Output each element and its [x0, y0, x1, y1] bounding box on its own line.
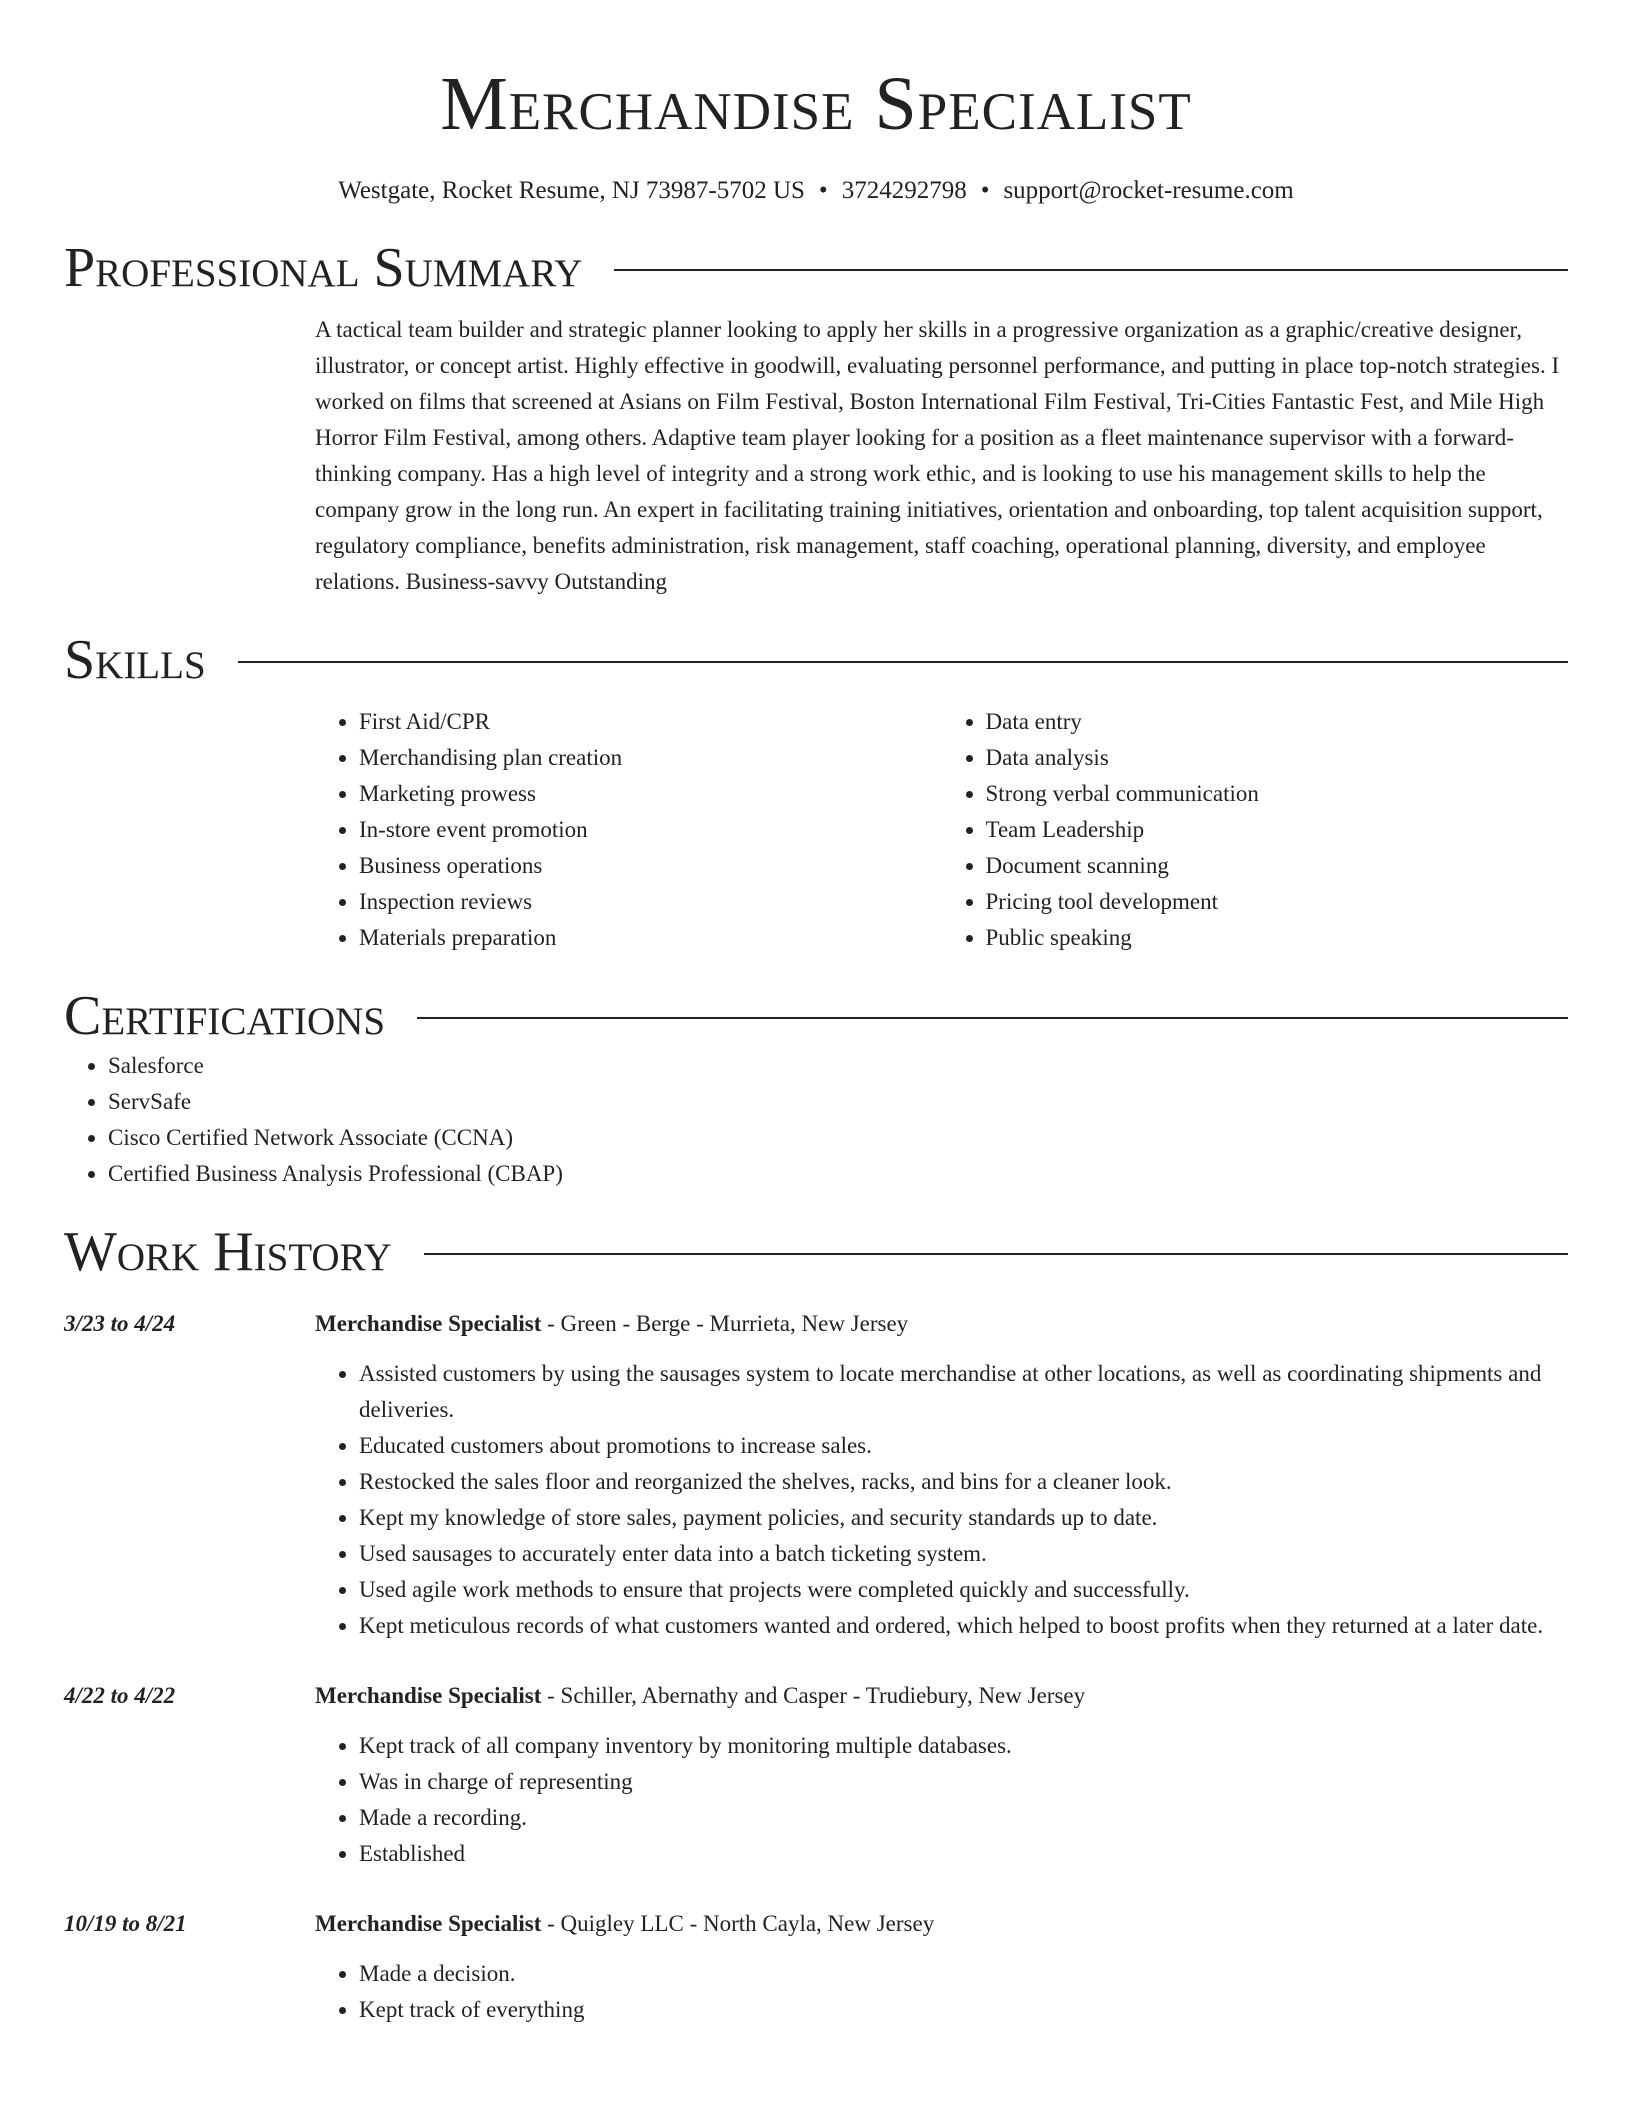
section-divider — [614, 269, 1568, 271]
job-company: - Quigley LLC - North Cayla, New Jersey — [541, 1911, 935, 1936]
skill-item: • Materials preparation — [359, 920, 942, 956]
skill-item: • Data analysis — [986, 740, 1569, 776]
job-bullet: • Restocked the sales floor and reorganized the shelves, racks, and bins for a cleaner look. — [359, 1464, 1568, 1500]
summary-text: A tactical team builder and strategic planner looking to apply her skills in a progressive organization as a graphic/creative designer, illustrator, or concept artist. Highly effective in goodwill, evaluating personnel performance, and putting in place top-notch strategies. I worked on films that screened at Asians on Film Festival, Boston International Film Festival, Tri-Cities Fantastic Fest, and Mile High Horror Film Festival, among others. Adaptive team player looking for a position as a fleet maintenance supervisor with a forward-thinking company. Has a high level of integrity and a strong work ethic, and is looking to use his management skills to help the company grow in the long run. An expert in facilitating training initiatives, orientation and onboarding, top talent acquisition support, regulatory compliance, benefits administration, risk management, staff coaching, operational planning, diversity, and employee relations. Business-savvy Outstanding — [315, 317, 1560, 594]
job-body — [315, 1906, 1568, 2028]
skill-item: • In-store event promotion — [359, 812, 942, 848]
work-history-heading: Work History — [64, 1221, 392, 1283]
certifications-list — [64, 1048, 1568, 1192]
certification-item: • Certified Business Analysis Professional (CBAP) — [108, 1156, 1568, 1192]
phone: 3724292798 — [841, 177, 967, 204]
summary-heading: Professional Summary — [64, 237, 583, 299]
contact-line — [64, 174, 1568, 208]
skill-item: • Public speaking — [986, 920, 1569, 956]
skill-item: • Team Leadership — [986, 812, 1569, 848]
job-title: Merchandise Specialist — [315, 1683, 542, 1708]
skill-item: • Business operations — [359, 848, 942, 884]
work-history-section-header — [64, 1220, 1568, 1284]
job-body — [315, 1306, 1568, 1644]
skill-item: • First Aid/CPR — [359, 704, 942, 740]
job-bullet: • Assisted customers by using the sausages system to locate merchandise at other locations, as well as coordinating shipments and deliveries. — [359, 1356, 1568, 1428]
job-bullets — [315, 1728, 1568, 1872]
email: support@rocket-resume.com — [1003, 177, 1294, 204]
job-bullet: • Used sausages to accurately enter data into a batch ticketing system. — [359, 1536, 1568, 1572]
job-bullet: • Kept meticulous records of what customers wanted and ordered, which helped to boost profits when they returned at a later date. — [359, 1608, 1568, 1644]
skill-item: • Data entry — [986, 704, 1569, 740]
section-divider — [417, 1017, 1568, 1019]
skills-heading: Skills — [64, 629, 206, 691]
certification-item: • Salesforce — [108, 1048, 1568, 1084]
skills-list-right — [942, 704, 1569, 956]
skill-item: • Inspection reviews — [359, 884, 942, 920]
job-title: Merchandise Specialist — [315, 1911, 542, 1936]
job-heading — [315, 1306, 1568, 1342]
skills-list-left — [315, 704, 942, 956]
job-bullet: • Kept my knowledge of store sales, payment policies, and security standards up to date. — [359, 1500, 1568, 1536]
job-company: - Schiller, Abernathy and Casper - Trudiebury, New Jersey — [541, 1683, 1086, 1708]
job-heading — [315, 1906, 1568, 1942]
job-dates: 4/22 to 4/22 — [64, 1683, 176, 1708]
job-bullets — [315, 1956, 1568, 2028]
skill-item: • Strong verbal communication — [986, 776, 1569, 812]
candidate-name: Merchandise Specialist — [440, 62, 1192, 146]
job-list — [64, 1306, 1568, 2028]
skill-item: • Marketing prowess — [359, 776, 942, 812]
job-entry — [64, 1306, 1568, 1644]
section-divider — [238, 661, 1568, 663]
job-title: Merchandise Specialist — [315, 1311, 542, 1336]
skill-item: • Pricing tool development — [986, 884, 1569, 920]
job-entry — [64, 1678, 1568, 1872]
section-divider — [424, 1253, 1568, 1255]
job-company: - Green - Berge - Murrieta, New Jersey — [541, 1311, 909, 1336]
skills-columns — [315, 704, 1568, 956]
certification-item: • ServSafe — [108, 1084, 1568, 1120]
job-bullet: • Educated customers about promotions to increase sales. — [359, 1428, 1568, 1464]
certifications-section-header — [64, 984, 1568, 1048]
job-heading — [315, 1678, 1568, 1714]
certification-item: • Cisco Certified Network Associate (CCNA) — [108, 1120, 1568, 1156]
contact-separator: • — [818, 177, 828, 204]
job-bullet: • Established — [359, 1836, 1568, 1872]
skill-item: • Document scanning — [986, 848, 1569, 884]
summary-section-header — [64, 236, 1568, 300]
job-bullet: • Kept track of all company inventory by monitoring multiple databases. — [359, 1728, 1568, 1764]
job-bullet: • Made a recording. — [359, 1800, 1568, 1836]
job-bullet: • Kept track of everything — [359, 1992, 1568, 2028]
skill-item: • Merchandising plan creation — [359, 740, 942, 776]
job-bullet: • Made a decision. — [359, 1956, 1568, 1992]
certifications-heading: Certifications — [64, 985, 386, 1047]
skills-section-header — [64, 628, 1568, 692]
address: Westgate, Rocket Resume, NJ 73987-5702 US — [338, 177, 805, 204]
job-dates: 10/19 to 8/21 — [64, 1911, 187, 1936]
contact-separator: • — [980, 177, 990, 204]
job-bullets — [315, 1356, 1568, 1644]
job-bullet: • Was in charge of representing — [359, 1764, 1568, 1800]
job-body — [315, 1678, 1568, 1872]
job-entry — [64, 1906, 1568, 2028]
job-dates: 3/23 to 4/24 — [64, 1311, 176, 1336]
job-bullet: • Used agile work methods to ensure that projects were completed quickly and successfully. — [359, 1572, 1568, 1608]
